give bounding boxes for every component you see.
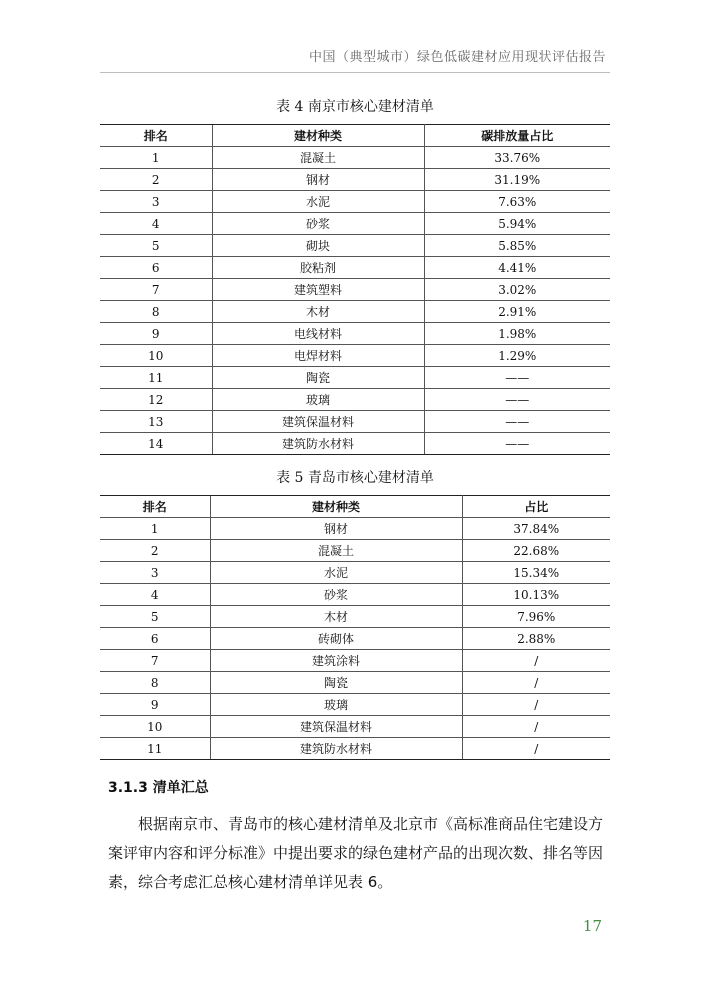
table5-share-cell: 7.96% [462, 606, 610, 628]
table5-material-cell: 陶瓷 [210, 672, 462, 694]
table4-caption: 表 4 南京市核心建材清单 [276, 99, 434, 115]
table4-material-cell: 水泥 [212, 191, 424, 213]
table5-rank-cell: 2 [100, 540, 210, 562]
table5-rank-cell: 5 [100, 606, 210, 628]
table5-material-cell: 木材 [210, 606, 462, 628]
table5-share-cell: / [462, 650, 610, 672]
table5-material-cell: 混凝土 [210, 540, 462, 562]
section-title: 3.1.3 清单汇总 [108, 780, 209, 796]
table5-share-cell: / [462, 716, 610, 738]
table4-rank-cell: 6 [100, 257, 212, 279]
table4-material-cell: 木材 [212, 301, 424, 323]
table4-row [100, 389, 610, 411]
page-number: 17 [582, 917, 602, 935]
table4-rank-cell: 14 [100, 433, 212, 455]
table4-share-cell: 33.76% [424, 147, 610, 169]
table4-share-cell: 5.94% [424, 213, 610, 235]
table5-header-row [100, 496, 610, 518]
running-header: 中国（典型城市）绿色低碳建材应用现状评估报告 [308, 50, 606, 65]
table5-row [100, 562, 610, 584]
table4-share-cell: —— [424, 411, 610, 433]
table4-row [100, 411, 610, 433]
table4-share-cell: 7.63% [424, 191, 610, 213]
table5-material-cell: 砂浆 [210, 584, 462, 606]
table4-material-cell: 砂浆 [212, 213, 424, 235]
table4-rank-cell: 8 [100, 301, 212, 323]
table4-share-cell: 4.41% [424, 257, 610, 279]
table4-row [100, 191, 610, 213]
table4-row [100, 235, 610, 257]
table4-rank-cell: 9 [100, 323, 212, 345]
table5-rank-cell: 11 [100, 738, 210, 760]
table4-rank-cell: 13 [100, 411, 212, 433]
table4-row [100, 433, 610, 455]
table4-rank-cell: 11 [100, 367, 212, 389]
table4-share-cell: 1.29% [424, 345, 610, 367]
table5-row [100, 650, 610, 672]
table4-row [100, 213, 610, 235]
table5-share-cell: 37.84% [462, 518, 610, 540]
table4-material-cell: 电焊材料 [212, 345, 424, 367]
table5-rank-cell: 1 [100, 518, 210, 540]
table4-share-cell: 31.19% [424, 169, 610, 191]
table5-material-cell: 建筑保温材料 [210, 716, 462, 738]
table4-material-cell: 玻璃 [212, 389, 424, 411]
table4-material-cell: 电线材料 [212, 323, 424, 345]
table5-share-cell: 15.34% [462, 562, 610, 584]
table4-row [100, 367, 610, 389]
table4-row [100, 147, 610, 169]
table5-share-cell: 10.13% [462, 584, 610, 606]
table4-row [100, 257, 610, 279]
table5-rank-cell: 10 [100, 716, 210, 738]
table4-row [100, 345, 610, 367]
table4-material-cell: 胶粘剂 [212, 257, 424, 279]
table4-header-row [100, 125, 610, 147]
table5-rank-cell: 4 [100, 584, 210, 606]
table4-row [100, 301, 610, 323]
table4-share-cell: 5.85% [424, 235, 610, 257]
table4-material-cell: 混凝土 [212, 147, 424, 169]
table5-material-cell: 水泥 [210, 562, 462, 584]
table4-share-cell: —— [424, 367, 610, 389]
table4-header-rank: 排名 [100, 125, 212, 147]
table5-material-cell: 玻璃 [210, 694, 462, 716]
table4-row [100, 169, 610, 191]
table5-share-cell: / [462, 738, 610, 760]
table4-rank-cell: 5 [100, 235, 212, 257]
table5-rank-cell: 6 [100, 628, 210, 650]
table5-header-material: 建材种类 [210, 496, 462, 518]
table4-rank-cell: 1 [100, 147, 212, 169]
table5-row [100, 584, 610, 606]
table5-row [100, 672, 610, 694]
table4-material-cell: 砌块 [212, 235, 424, 257]
table5-header-rank: 排名 [100, 496, 210, 518]
table4-rank-cell: 7 [100, 279, 212, 301]
table5-material-cell: 砖砌体 [210, 628, 462, 650]
table5-rank-cell: 3 [100, 562, 210, 584]
table4-share-cell: —— [424, 433, 610, 455]
table5-rank-cell: 9 [100, 694, 210, 716]
table5-row [100, 606, 610, 628]
table5-material-cell: 建筑防水材料 [210, 738, 462, 760]
table5-row [100, 694, 610, 716]
table4-material-cell: 建筑防水材料 [212, 433, 424, 455]
table5-share-cell: / [462, 694, 610, 716]
table4-rank-cell: 10 [100, 345, 212, 367]
table5-share-cell: 22.68% [462, 540, 610, 562]
table5-row [100, 716, 610, 738]
table4-material-cell: 建筑塑料 [212, 279, 424, 301]
table5-share-cell: 2.88% [462, 628, 610, 650]
table5-header-share: 占比 [462, 496, 610, 518]
table5-share-cell: / [462, 672, 610, 694]
table5-material-cell: 钢材 [210, 518, 462, 540]
table4-share-cell: 3.02% [424, 279, 610, 301]
table4-row [100, 323, 610, 345]
table5-row [100, 628, 610, 650]
table4-rank-cell: 4 [100, 213, 212, 235]
table4-rank-cell: 3 [100, 191, 212, 213]
table5-qingdao-materials [100, 495, 610, 760]
table5-row [100, 540, 610, 562]
table4-header-material: 建材种类 [212, 125, 424, 147]
table4-row [100, 279, 610, 301]
table5-rank-cell: 8 [100, 672, 210, 694]
table4-share-cell: 2.91% [424, 301, 610, 323]
table5-rank-cell: 7 [100, 650, 210, 672]
body-paragraph: 根据南京市、青岛市的核心建材清单及北京市《高标准商品住宅建设方案评审内容和评分标准》中提出要求的绿色建材产品的出现次数、排名等因素，综合考虑汇总核心建材清单详见表 6。 [108, 815, 604, 891]
header-rule [100, 72, 610, 73]
table4-header-share: 碳排放量占比 [424, 125, 610, 147]
table4-material-cell: 钢材 [212, 169, 424, 191]
table4-share-cell: 1.98% [424, 323, 610, 345]
table5-material-cell: 建筑涂料 [210, 650, 462, 672]
table4-share-cell: —— [424, 389, 610, 411]
table5-caption: 表 5 青岛市核心建材清单 [276, 470, 434, 486]
table5-row [100, 518, 610, 540]
table4-material-cell: 建筑保温材料 [212, 411, 424, 433]
table4-material-cell: 陶瓷 [212, 367, 424, 389]
table4-nanjing-materials [100, 124, 610, 455]
table4-rank-cell: 2 [100, 169, 212, 191]
table5-row [100, 738, 610, 760]
table4-rank-cell: 12 [100, 389, 212, 411]
